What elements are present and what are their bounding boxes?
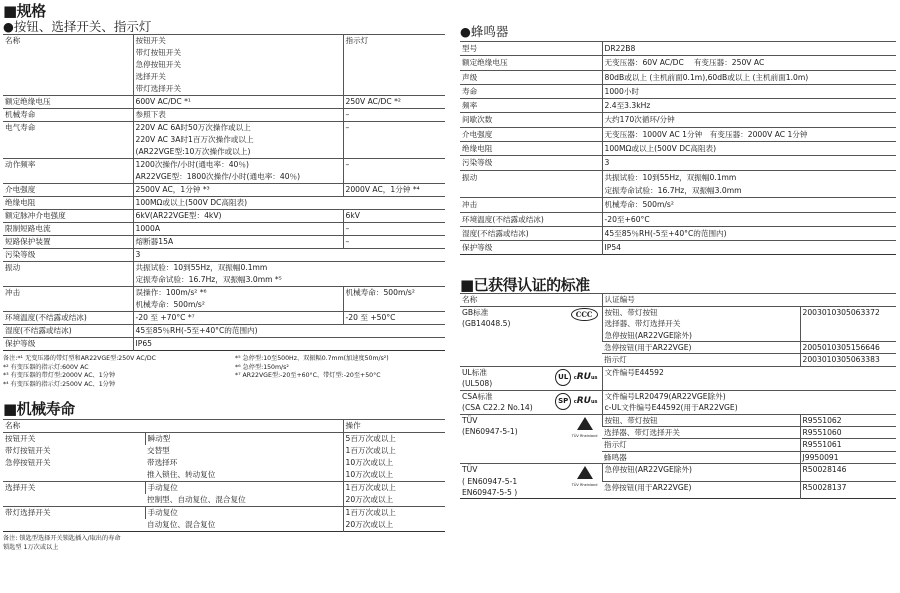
- row-label-cell: [602, 354, 800, 366]
- value-cell: [343, 457, 445, 469]
- table-row: [3, 236, 445, 249]
- spec-notes-left: 备注:*¹ 无变压器的带灯型和AR22VGE型:250V AC/DC *² 有变压器的指示灯:600V AC *³ 有变压器的带灯型:2000V AC、1分钟 *⁴ 有变压器的指示灯:2500V AC、1分钟: [3, 355, 156, 388]
- cell-text: 手动复位: [147, 508, 178, 517]
- cell-text: 6kV: [345, 211, 360, 220]
- row-label-cell: [460, 390, 602, 414]
- cell-text: 20万次或以上: [345, 495, 394, 504]
- row-label-cell: [460, 366, 602, 390]
- table-row: [460, 70, 896, 84]
- row-label-cell: [460, 142, 602, 156]
- row-label-cell: [3, 96, 133, 109]
- cell-text: 交替型: [147, 446, 170, 455]
- value-cell: [133, 223, 343, 236]
- cell-text: 3: [604, 158, 610, 168]
- cell-text: 环境温度(不结露或结冰): [5, 313, 87, 322]
- row-label-cell: [3, 482, 145, 507]
- cell-text: 额定绝缘电压: [5, 97, 51, 106]
- value-cell: [145, 482, 343, 495]
- value-cell: [133, 109, 343, 122]
- value-cell: [602, 156, 896, 170]
- table-row: [3, 249, 445, 262]
- value-cell: [800, 306, 896, 341]
- cell-text: CSA标准 (CSA C22.2 No.14): [462, 391, 533, 413]
- table-row: [3, 325, 445, 338]
- cell-text: 指示灯: [604, 355, 627, 365]
- cell-text: 无变压器：60V AC/DC 有变压器：250V AC: [604, 58, 765, 68]
- cell-text: 2003010305063372: [802, 307, 880, 317]
- cell-text: –: [345, 110, 350, 119]
- cell-text: –: [345, 224, 350, 233]
- table-row: [460, 294, 896, 306]
- cell-text: 指示灯: [345, 36, 369, 45]
- row-label-cell: [460, 156, 602, 170]
- cell-text: 机械寿命: [5, 110, 36, 119]
- cell-text: 绝缘电阻: [5, 198, 36, 207]
- value-cell: [602, 70, 896, 84]
- cell-text: 保护等级: [5, 339, 36, 348]
- cell-text: 2005010305156646: [802, 343, 880, 353]
- cell-text: 文件编号LR20479(AR22VGE除外) c-UL文件编号E44592(用于AR22VGE): [604, 391, 738, 413]
- row-label-cell: [460, 127, 602, 141]
- cell-text: -20 至 +70°C *⁷: [135, 313, 195, 322]
- buzzer-table: [460, 41, 896, 255]
- row-label-cell: [460, 84, 602, 98]
- cell-text: 短路保护装置: [5, 237, 51, 246]
- value-cell: [602, 198, 896, 212]
- cell-text: 间歇次数: [462, 115, 493, 125]
- table-row: [3, 223, 445, 236]
- table-row: [460, 84, 896, 98]
- value-cell: [602, 366, 896, 390]
- cell-text: 2003010305063383: [802, 355, 880, 365]
- value-cell: [343, 35, 445, 96]
- value-cell: [133, 262, 445, 287]
- cell-text: 污染等级: [5, 250, 36, 259]
- table-row: [3, 35, 445, 96]
- table-row: [3, 433, 445, 446]
- cell-text: 振动: [5, 263, 21, 272]
- value-cell: [145, 433, 343, 446]
- value-cell: [800, 414, 896, 426]
- table-row: [460, 99, 896, 113]
- cell-text: –: [345, 160, 350, 169]
- row-label-cell: [3, 325, 133, 338]
- table-row: [3, 482, 445, 495]
- cell-text: 寿命: [462, 86, 478, 96]
- spec-notes-right: *⁵ 急停型:10至500Hz、双振幅0.7mm(加速度50m/s²) *⁶ 急停型:150m/s² *⁷ AR22VGE型:-20至+60°C、带灯型:-20至+50°C: [235, 355, 389, 379]
- table-row: [460, 390, 896, 414]
- row-label-cell: [3, 338, 133, 351]
- row-label-cell: [602, 426, 800, 438]
- cell-text: 80dB或以上 (主机前面0.1m),60dB或以上 (主机前面1.0m): [604, 72, 809, 82]
- row-label-cell: [460, 226, 602, 240]
- cell-text: 控制型、自动复位、混合复位: [147, 495, 246, 504]
- value-cell: [343, 184, 445, 197]
- left-column: [3, 3, 445, 552]
- cell-text: 机械寿命：500m/s²: [345, 288, 415, 297]
- table-row: [460, 414, 896, 426]
- value-cell: [602, 127, 896, 141]
- cell-text: R9551060: [802, 427, 842, 437]
- table-row: [460, 241, 896, 255]
- cell-text: 带选择环: [147, 458, 178, 467]
- tuv-logo: TÜV Rheinland: [572, 417, 598, 442]
- cell-text: 动作频率: [5, 160, 36, 169]
- cell-text: 误操作：100m/s² *⁶ 机械寿命：500m/s²: [135, 288, 207, 309]
- cell-text: 10万次或以上: [345, 470, 394, 479]
- tuv-logo: TÜV Rheinland: [572, 466, 598, 491]
- table-row: [3, 184, 445, 197]
- table-row: [3, 287, 445, 312]
- cell-text: 1000A: [135, 224, 161, 233]
- value-cell: [133, 325, 445, 338]
- cell-text: 按钮开关 带灯按钮开关 急停按钮开关 选择开关 带灯选择开关: [135, 36, 182, 93]
- table-row: [3, 420, 445, 433]
- value-cell: [343, 122, 445, 159]
- cell-text: 1百万次或以上: [345, 446, 396, 455]
- value-cell: [343, 519, 445, 532]
- value-cell: [343, 433, 445, 446]
- mech-table: [3, 419, 445, 532]
- cell-text: 额定脉冲介电强度: [5, 211, 66, 220]
- cell-text: 45至85％RH(-5至+40°C的范围内): [135, 326, 258, 335]
- row-label-cell: [460, 42, 602, 56]
- cell-text: 1百万次或以上: [345, 483, 396, 492]
- table-row: [3, 312, 445, 325]
- value-cell: [602, 414, 800, 426]
- row-label-cell: [145, 494, 343, 507]
- cell-text: 5百万次或以上: [345, 434, 396, 443]
- cell-text: 冲击: [462, 200, 478, 210]
- cell-text: 大约170次循环/分钟: [604, 115, 675, 125]
- cell-text: R50028146: [802, 465, 847, 475]
- cell-text: R9551061: [802, 440, 842, 450]
- table-row: [3, 197, 445, 210]
- value-cell: [133, 122, 343, 159]
- cell-text: 带灯选择开关: [5, 508, 51, 517]
- spec-subtitle: ●按钮、选择开关、指示灯: [3, 19, 152, 34]
- cell-text: 100MΩ或以上(500V DC高阻表): [604, 144, 717, 154]
- cell-text: 瞬动型: [147, 434, 171, 443]
- value-cell: [602, 294, 896, 306]
- cell-text: 名称: [5, 421, 21, 430]
- value-cell: [145, 507, 343, 520]
- cell-text: IP54: [604, 243, 621, 253]
- cell-text: 220V AC 6A时50万次操作或以上 220V AC 3A时1百万次操作或以上 (AR22VGE型:10万次操作或以上): [135, 123, 254, 156]
- value-cell: [602, 241, 896, 255]
- cert-table: [460, 293, 896, 499]
- table-row: [460, 170, 896, 198]
- value-cell: [602, 212, 896, 226]
- value-cell: [343, 109, 445, 122]
- value-cell: [602, 113, 896, 127]
- cell-text: 共振试验：10到55Hz，双振幅0.1mm 定振寿命试验：16.7Hz，双振幅3.0mm: [604, 172, 742, 195]
- row-label-cell: [460, 414, 602, 464]
- row-label-cell: [602, 481, 800, 499]
- table-row: [3, 338, 445, 351]
- row-label-cell: [3, 249, 133, 262]
- row-label-cell: [145, 445, 343, 457]
- cell-text: 声级: [462, 72, 478, 82]
- row-label-cell: [3, 122, 133, 159]
- row-label-cell: [602, 342, 800, 354]
- cell-text: 指示灯: [604, 440, 627, 450]
- cell-text: 100MΩ或以上(500V DC高阻表): [135, 198, 248, 207]
- cell-text: 介电强度: [5, 185, 36, 194]
- spec-notes: [3, 355, 445, 389]
- right-column: [460, 24, 896, 499]
- cell-text: 认证编号: [604, 295, 635, 305]
- row-label-cell: [3, 420, 343, 433]
- cell-text: 按钮开关 带灯按钮开关 急停按钮开关: [5, 434, 51, 467]
- value-cell: [133, 35, 343, 96]
- row-label-cell: [3, 184, 133, 197]
- cell-text: 2000V AC，1分钟 *⁴: [345, 185, 420, 194]
- cell-text: 20万次或以上: [345, 520, 394, 529]
- cell-text: UL标准 (UL508): [462, 367, 493, 389]
- row-label-cell: [145, 469, 343, 482]
- row-label-cell: [3, 433, 145, 482]
- buzzer-title: ●蜂鸣器: [460, 24, 509, 39]
- table-row: [460, 113, 896, 127]
- cell-text: 额定绝缘电压: [462, 58, 508, 68]
- table-row: [460, 306, 896, 341]
- value-cell: [800, 426, 896, 438]
- cell-text: 1000小时: [604, 86, 640, 96]
- table-row: [3, 262, 445, 287]
- cell-text: 绝缘电阻: [462, 144, 493, 154]
- cell-text: 2500V AC，1分钟 *³: [135, 185, 210, 194]
- row-label-cell: [602, 439, 800, 451]
- value-cell: [133, 312, 343, 325]
- cell-text: -20至+60°C: [604, 214, 650, 224]
- table-row: [3, 109, 445, 122]
- row-label-cell: [3, 35, 133, 96]
- table-row: [3, 210, 445, 223]
- cell-text: 文件编号E44592: [604, 367, 664, 377]
- value-cell: [343, 420, 445, 433]
- table-row: [460, 42, 896, 56]
- value-cell: [343, 287, 445, 312]
- value-cell: [800, 451, 896, 463]
- cell-text: 无变压器：1000V AC 1分钟 有变压器：2000V AC 1分钟: [604, 129, 808, 139]
- table-row: [460, 142, 896, 156]
- cell-text: J9950091: [802, 452, 839, 462]
- value-cell: [800, 481, 896, 499]
- cell-text: 按钮、带灯按钮 选择器、带灯选择开关 急停按钮(AR22VGE除外): [604, 307, 692, 340]
- value-cell: [343, 96, 445, 109]
- value-cell: [133, 159, 343, 184]
- value-cell: [133, 338, 445, 351]
- cell-text: 参照下表: [135, 110, 166, 119]
- cell-text: 型号: [462, 44, 478, 53]
- cell-text: 1百万次或以上: [345, 508, 396, 517]
- table-row: [460, 156, 896, 170]
- cell-text: 熔断器15A: [135, 237, 174, 246]
- row-label-cell: [3, 236, 133, 249]
- row-label-cell: [460, 198, 602, 212]
- cell-text: 限制短路电流: [5, 224, 51, 233]
- value-cell: [133, 236, 343, 249]
- row-label-cell: [460, 241, 602, 255]
- row-label-cell: [460, 99, 602, 113]
- cell-text: 250V AC/DC *²: [345, 97, 401, 106]
- cell-text: 名称: [5, 36, 21, 45]
- value-cell: [343, 469, 445, 482]
- cell-text: –: [345, 123, 350, 132]
- cell-text: 600V AC/DC *¹: [135, 97, 191, 106]
- cell-text: 3: [135, 250, 141, 259]
- row-label-cell: [460, 70, 602, 84]
- row-label-cell: [3, 223, 133, 236]
- cell-text: TÜV (EN60947-5-1): [462, 415, 518, 436]
- row-label-cell: [460, 306, 602, 366]
- value-cell: [800, 342, 896, 354]
- row-label-cell: [145, 519, 343, 532]
- table-row: [460, 212, 896, 226]
- value-cell: [800, 464, 896, 482]
- cell-text: 环境温度(不结露或结冰): [462, 214, 544, 224]
- value-cell: [800, 354, 896, 366]
- value-cell: [133, 197, 445, 210]
- row-label-cell: [3, 507, 145, 532]
- cell-text: 急停按钮(用于AR22VGE): [604, 482, 692, 492]
- row-label-cell: [3, 197, 133, 210]
- cell-text: 湿度(不结露或结冰): [462, 228, 529, 238]
- row-label-cell: [3, 109, 133, 122]
- value-cell: [133, 210, 343, 223]
- value-cell: [133, 96, 343, 109]
- cell-text: GB标准 (GB14048.5): [462, 307, 511, 329]
- table-row: [3, 507, 445, 520]
- cell-text: 湿度(不结露或结冰): [5, 326, 72, 335]
- cell-text: –: [345, 237, 350, 246]
- value-cell: [133, 184, 343, 197]
- value-cell: [343, 159, 445, 184]
- row-label-cell: [3, 159, 133, 184]
- cell-text: 10万次或以上: [345, 458, 394, 467]
- spec-title: ■规格: [3, 2, 46, 20]
- cell-text: DR22B8: [604, 44, 636, 53]
- value-cell: [133, 287, 343, 312]
- value-cell: [602, 170, 896, 198]
- table-row: [3, 159, 445, 184]
- value-cell: [602, 390, 896, 414]
- cell-text: 蜂鸣器: [604, 452, 627, 462]
- ccc-logo: CCC: [571, 309, 598, 321]
- cell-text: 急停按钮(用于AR22VGE): [604, 343, 692, 353]
- row-label-cell: [460, 113, 602, 127]
- row-label-cell: [3, 262, 133, 287]
- ul-logo: UL cRUus: [555, 369, 597, 386]
- cell-text: 电气寿命: [5, 123, 36, 132]
- cell-text: 选择开关: [5, 483, 36, 492]
- cell-text: 介电强度: [462, 129, 493, 139]
- table-row: [460, 198, 896, 212]
- table-row: [460, 366, 896, 390]
- value-cell: [602, 99, 896, 113]
- cell-text: 污染等级: [462, 158, 493, 168]
- table-row: [460, 127, 896, 141]
- row-label-cell: [460, 464, 602, 499]
- table-row: [460, 464, 896, 482]
- cell-text: 按钮、带灯按钮: [604, 415, 658, 425]
- cell-text: 6kV(AR22VGE型：4kV): [135, 211, 222, 220]
- row-label-cell: [602, 451, 800, 463]
- mech-notes: 备注: 锁匙型选择开关锁匙插入/取出的寿命 锁匙型 1万次或以上: [3, 535, 121, 551]
- cell-text: 机械寿命：500m/s²: [604, 200, 674, 210]
- cell-text: 频率: [462, 101, 478, 111]
- value-cell: [343, 210, 445, 223]
- cell-text: 共振试验：10到55Hz，双振幅0.1mm 定振寿命试验：16.7Hz，双振幅3.0mm *⁵: [135, 263, 282, 284]
- cell-text: 操作: [345, 421, 361, 430]
- cert-title: ■已获得认证的标准: [460, 276, 590, 295]
- value-cell: [133, 249, 445, 262]
- table-row: [3, 122, 445, 159]
- mech-title: ■机械寿命: [3, 400, 75, 418]
- cell-text: 急停按钮(AR22VGE除外): [604, 465, 692, 475]
- cell-text: IP65: [135, 339, 152, 348]
- cell-text: 推入锁住、转动复位: [147, 470, 216, 479]
- value-cell: [602, 42, 896, 56]
- cell-text: 保护等级: [462, 243, 493, 253]
- row-label-cell: [460, 212, 602, 226]
- row-label-cell: [460, 294, 602, 306]
- value-cell: [343, 236, 445, 249]
- cell-text: 1200次操作/小时(通电率：40％) AR22VGE型：1800次操作/小时(通电率：40％): [135, 160, 301, 181]
- cell-text: 45至85％RH(-5至+40°C的范围内): [604, 228, 727, 238]
- value-cell: [343, 507, 445, 520]
- table-row: [460, 226, 896, 240]
- csa-logo: SP cRUus: [555, 393, 597, 410]
- row-label-cell: [460, 56, 602, 70]
- row-label-cell: [3, 287, 133, 312]
- spec-table: [3, 34, 445, 351]
- cell-text: 冲击: [5, 288, 21, 297]
- value-cell: [602, 84, 896, 98]
- value-cell: [343, 223, 445, 236]
- value-cell: [800, 439, 896, 451]
- row-label-cell: [3, 210, 133, 223]
- row-label-cell: [3, 312, 133, 325]
- value-cell: [343, 494, 445, 507]
- cell-text: R50028137: [802, 482, 847, 492]
- cell-text: TÜV ( EN60947-5-1 EN60947-5-5 ): [462, 465, 518, 497]
- value-cell: [602, 226, 896, 240]
- value-cell: [343, 312, 445, 325]
- cell-text: 自动复位、混合复位: [147, 520, 216, 529]
- value-cell: [602, 306, 800, 341]
- row-label-cell: [460, 170, 602, 198]
- cell-text: 振动: [462, 172, 478, 182]
- value-cell: [602, 56, 896, 70]
- cell-text: R9551062: [802, 415, 842, 425]
- row-label-cell: [145, 457, 343, 469]
- cell-text: 名称: [462, 295, 478, 305]
- cell-text: -20 至 +50°C: [345, 313, 396, 322]
- table-row: [460, 56, 896, 70]
- value-cell: [343, 445, 445, 457]
- value-cell: [602, 464, 800, 482]
- cell-text: 选择器、带灯选择开关: [604, 427, 680, 437]
- value-cell: [602, 142, 896, 156]
- value-cell: [343, 482, 445, 495]
- table-row: [3, 96, 445, 109]
- cell-text: 手动复位: [147, 483, 178, 492]
- cell-text: 2.4至3.3kHz: [604, 101, 651, 111]
